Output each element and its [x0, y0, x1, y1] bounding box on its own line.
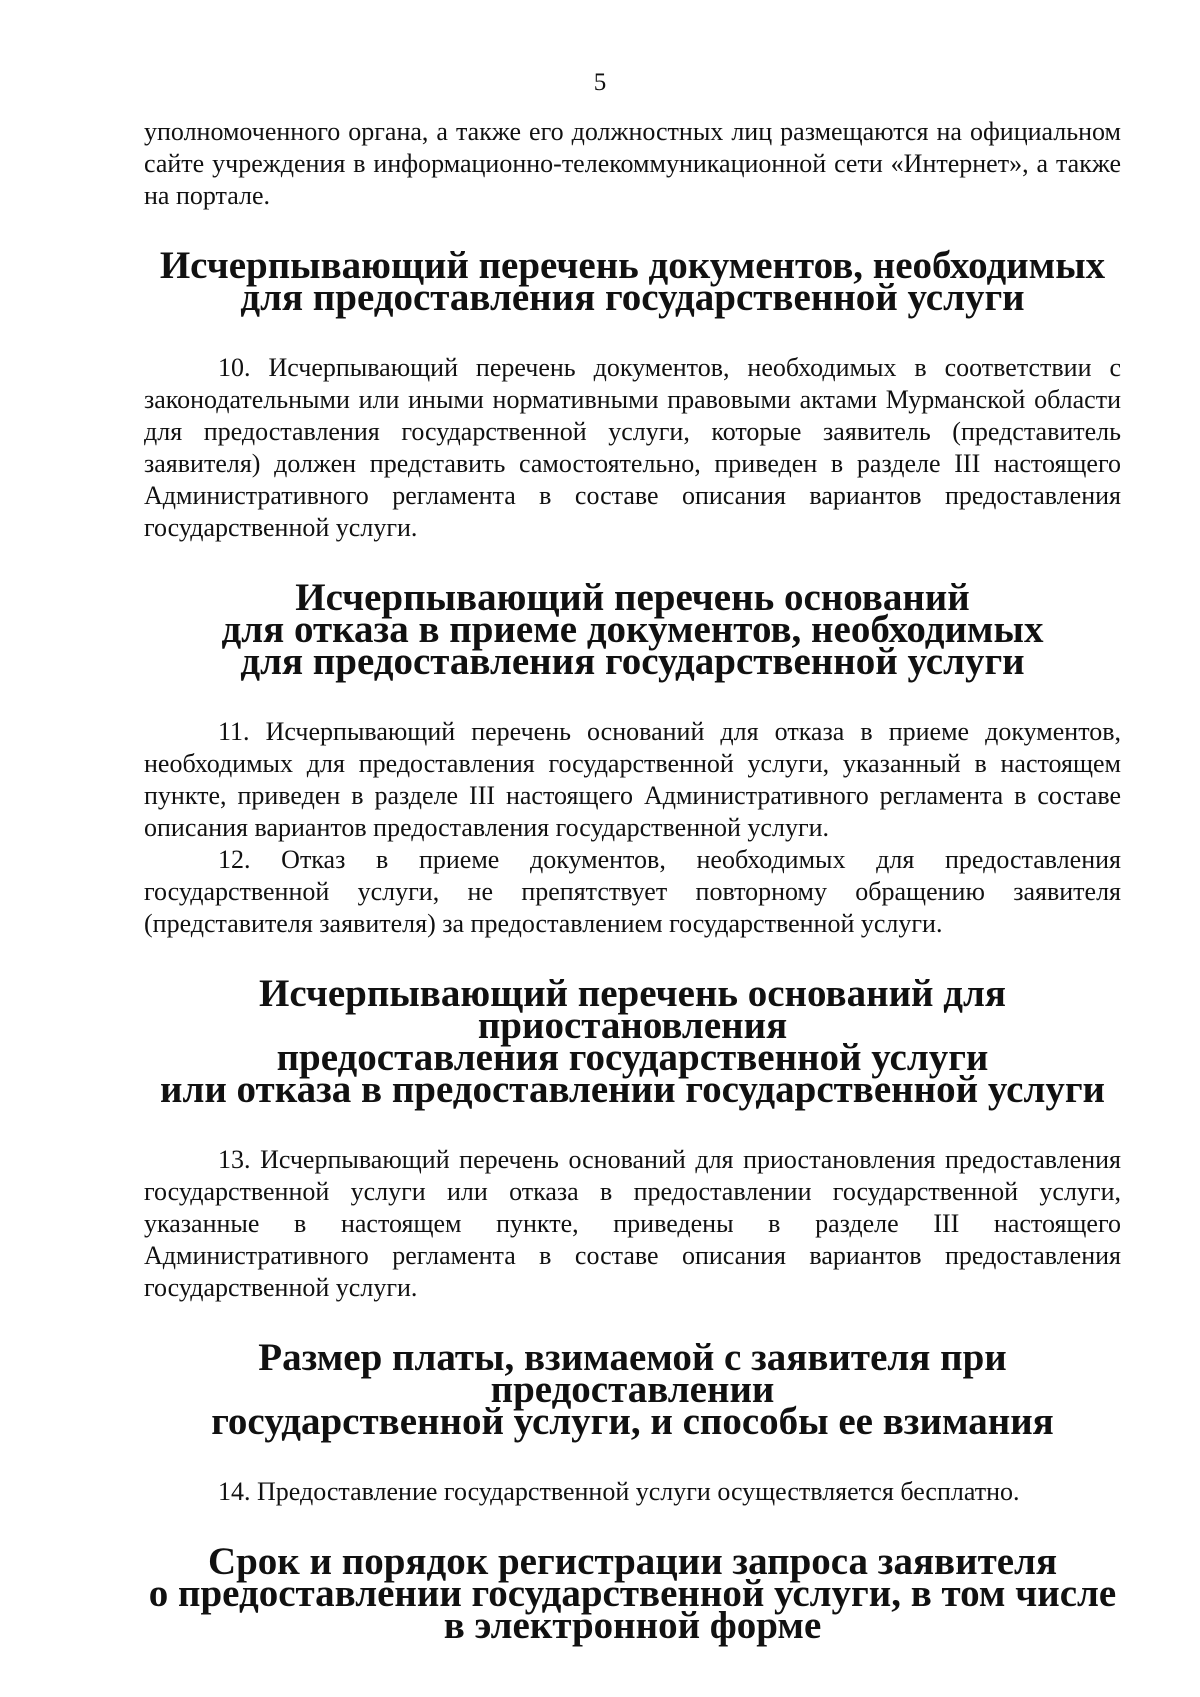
section-heading-refusal-grounds — [144, 576, 1121, 683]
heading-line: для предоставления государственной услуги — [240, 640, 1025, 683]
section-heading-documents-list — [144, 244, 1121, 319]
heading-line: для отказа в приеме документов, необходимых — [221, 608, 1044, 651]
paragraph-item-13: 13. Исчерпывающий перечень оснований для приостановления предоставления государственной услуги или отказа в предоставлении государственной услуги, указанные в настоящем пункте, приведены в разделе III настоящего Административного регламента в составе описания вариантов предоставления государственной услуги. — [144, 1145, 1121, 1302]
section-heading-fee — [144, 1336, 1121, 1443]
heading-line: Исчерпывающий перечень оснований — [295, 576, 970, 619]
heading-line: или отказа в предоставлении государственной услуги — [159, 1068, 1106, 1111]
paragraph-item-10: 10. Исчерпывающий перечень документов, необходимых в соответствии с законодательными или иными нормативными правовыми актами Мурманской области для предоставления государственной услуги, которые заявитель (представитель заявителя) должен представить самостоятельно, приведен в разделе III настоящего Административного регламента в составе описания вариантов предоставления государственной услуги. — [144, 353, 1121, 542]
heading-line: о предоставлении государственной услуги, в том числе — [148, 1572, 1117, 1615]
heading-line: в электронной форме — [443, 1604, 822, 1647]
heading-line: предоставления государственной услуги — [276, 1036, 989, 1079]
heading-line: Срок и порядок регистрации запроса заявителя — [207, 1540, 1058, 1583]
heading-line: Исчерпывающий перечень оснований для приостановления — [259, 972, 1006, 1047]
heading-line: Размер платы, взимаемой с заявителя при предоставлении — [258, 1336, 1007, 1411]
document-body — [144, 116, 1121, 1647]
paragraph-item-12: 12. Отказ в приеме документов, необходимых для предоставления государственной услуги, не препятствует повторному обращению заявителя (представителя заявителя) за предоставлением государственной услуги. — [144, 845, 1121, 938]
section-heading-suspension-grounds — [144, 972, 1121, 1111]
page-number: 5 — [593, 69, 607, 96]
paragraph-item-11: 11. Исчерпывающий перечень оснований для отказа в приеме документов, необходимых для предоставления государственной услуги, указанный в настоящем пункте, приведен в разделе III настоящего Административного регламента в составе описания вариантов предоставления государственной услуги. — [144, 717, 1121, 842]
heading-line: государственной услуги, и способы ее взимания — [211, 1400, 1054, 1443]
section-heading-registration — [144, 1540, 1121, 1647]
paragraph-intro-continuation: уполномоченного органа, а также его должностных лиц размещаются на официальном сайте учреждения в информационно-телекоммуникационной сети «Интернет», а также на портале. — [144, 117, 1121, 210]
paragraph-item-14: 14. Предоставление государственной услуги осуществляется бесплатно. — [218, 1477, 1020, 1506]
heading-line: для предоставления государственной услуги — [240, 276, 1025, 319]
heading-line: Исчерпывающий перечень документов, необходимых — [159, 244, 1106, 287]
